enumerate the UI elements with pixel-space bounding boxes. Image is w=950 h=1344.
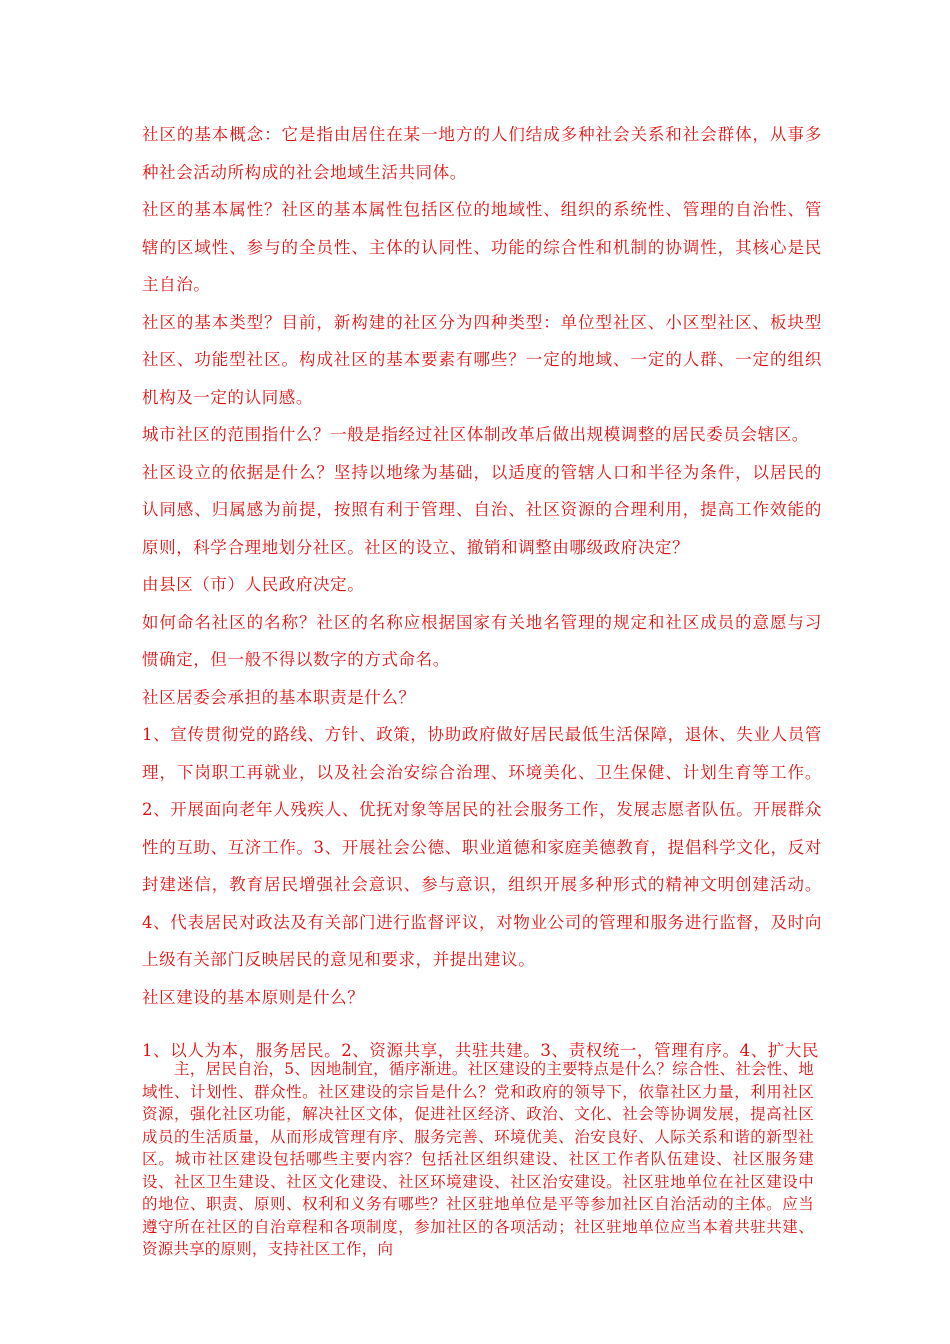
paragraph-construction-details: 主，居民自治，5、因地制宜，循序渐进。社区建设的主要特点是什么？综合性、社会性、地域性、计划性、群众性。社区建设的宗旨是什么？党和政府的领导下，依靠社区力量，利用社区资源，强化社区功能，解决社区文体，促进社区经济、政治、文化、社会等协调发展，提高社区成员的生活质量，从而形成管理有序、服务完善、环境优美、治安良好、人际关系和谐的新型社区。城市社区建设包括哪些主要内容？包括社区组织建设、社区工作者队伍建设、社区服务建设、社区卫生建设、社区文化建设、社区环境建设、社区治安建设。社区驻地单位在社区建设中的地位、职责、原则、权利和义务有哪些？社区驻地单位是平等参加社区自治活动的主体。应当遵守所在社区的自治章程和各项制度，参加社区的各项活动；社区驻地单位应当本着共驻共建、资源共享的原则，支持社区工作，向 [142,1060,814,1258]
paragraph-committee-duties-question: 社区居委会承担的基本职责是什么？ [142,687,416,707]
paragraph-principles-list: 1、以人为本，服务居民。2、资源共享，共驻共建。3、责权统一，管理有序。4、扩大民 [142,1041,820,1060]
paragraph-urban-scope: 城市社区的范围指什么？一般是指经过社区体制改革后做出规模调整的居民委员会辖区。 [142,425,809,444]
document-body [142,116,822,1070]
paragraph-establishment-basis: 社区设立的依据是什么？坚持以地缘为基础，以适度的管辖人口和半径为条件，以居民的认同感、归属感为前提，按照有利于管理、自治、社区资源的合理利用，提高工作效能的原则，科学合理地划分社区。社区的设立、撤销和调整由哪级政府决定？ [142,462,822,557]
paragraph-decision-answer: 由县区（市）人民政府决定。 [142,575,365,594]
paragraph-basic-types: 社区的基本类型？目前，新构建的社区分为四种类型：单位型社区、小区型社区、板块型社区、功能型社区。构成社区的基本要素有哪些？一定的地域、一定的人群、一定的组织机构及一定的认同感。 [142,312,822,407]
paragraph-community-concept: 社区的基本概念：它是指由居住在某一地方的人们结成多种社会关系和社会群体，从事多种社会活动所构成的社会地域生活共同体。 [142,125,822,182]
spacer [142,1016,822,1032]
paragraph-naming: 如何命名社区的名称？社区的名称应根据国家有关地名管理的规定和社区成员的意愿与习惯确定，但一般不得以数字的方式命名。 [142,612,822,669]
paragraph-basic-attributes: 社区的基本属性？社区的基本属性包括区位的地域性、组织的系统性、管理的自治性、管辖的区域性、参与的全员性、主体的认同性、功能的综合性和机制的协调性，其核心是民主自治。 [142,200,822,294]
paragraph-principles-question: 社区建设的基本原则是什么？ [142,987,365,1007]
paragraph-committee-duties-list: 1、宣传贯彻党的路线、方针、政策，协助政府做好居民最低生活保障，退休、失业人员管理，下岗职工再就业，以及社会治安综合治理、环境美化、卫生保健、计划生育等工作。 2、开展面向老年人残疾人、优抚对象等居民的社会服务工作，发展志愿者队伍。开展群众性的互助、互济工作。3、开展社会公德、职业道德和家庭美德教育，提倡科学文化，反对封建迷信，教育居民增强社会意识、参与意识，组织开展多种形式的精神文明创建活动。4、代表居民对政法及有关部门进行监督评议，对物业公司的管理和服务进行监督，及时向上级有关部门反映居民的意见和要求，并提出建议。 [142,725,822,969]
